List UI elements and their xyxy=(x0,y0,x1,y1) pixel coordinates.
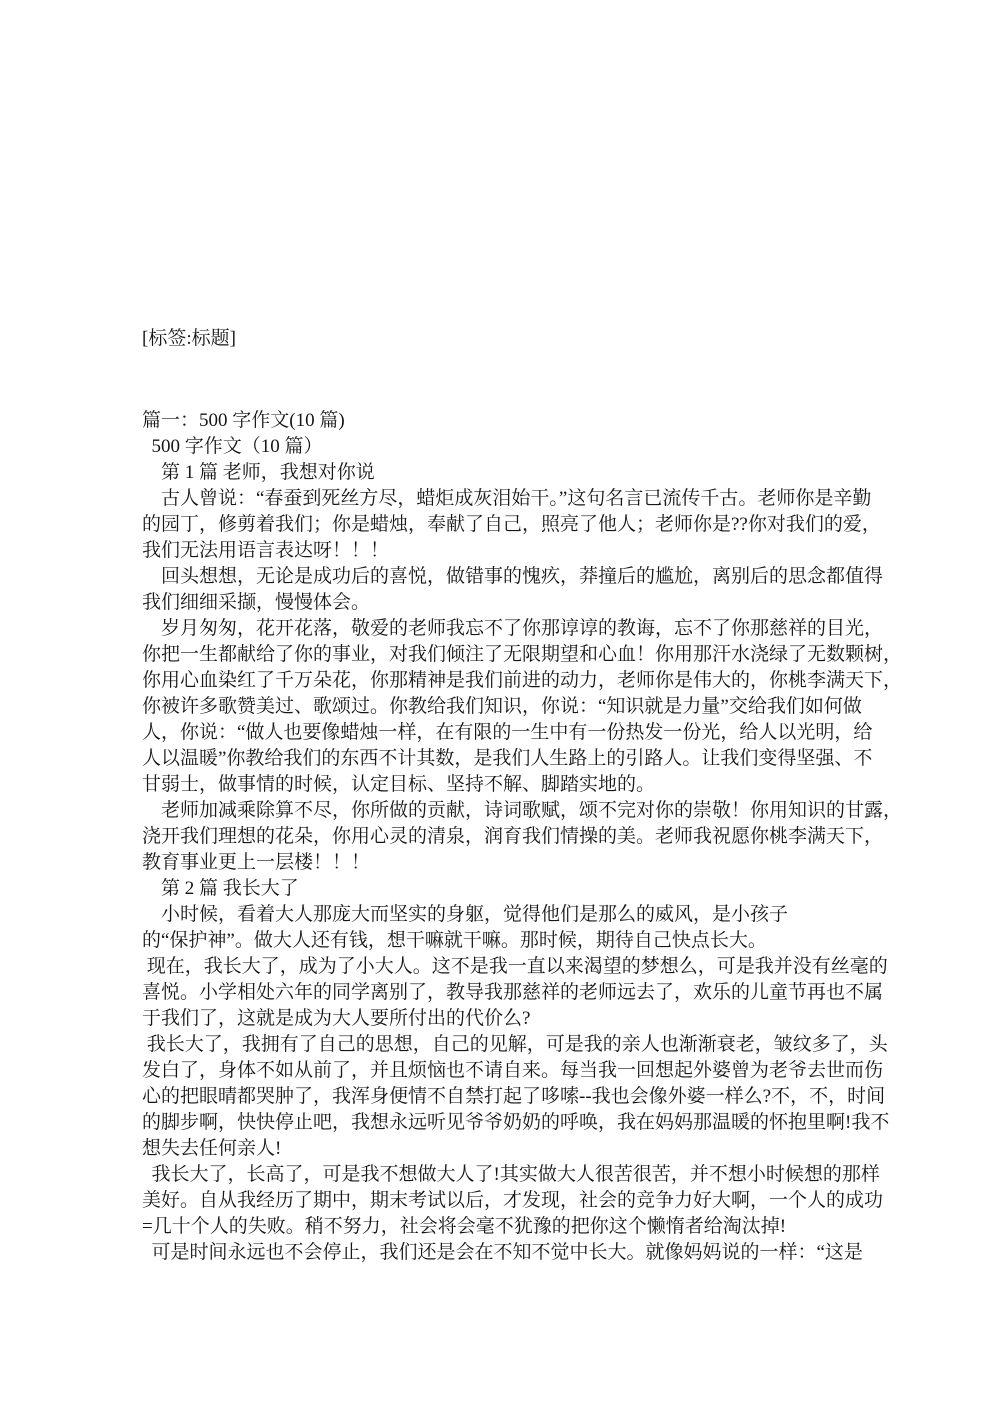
text-line: 你把一生都献给了你的事业，对我们倾注了无限期望和心血！你用那汗水浇绿了无数颗树， xyxy=(142,644,903,665)
text-line: 美好。自从我经历了期中，期末考试以后，才发现，社会的竞争力好大啊，一个人的成功 xyxy=(142,1190,884,1211)
text-line: 篇一：500 字作文(10 篇) xyxy=(142,410,345,431)
text-line: 500 字作文（10 篇） xyxy=(142,436,323,457)
text-line: 心的把眼晴都哭肿了，我浑身便情不自禁打起了哆嗦--我也会像外婆一样么?不，不，时间 xyxy=(142,1086,886,1107)
text-line: 古人曾说：“春蚕到死丝方尽，蜡炬成灰泪始干。”这句名言已流传千古。老师你是辛勤 xyxy=(142,488,872,509)
text-line: 你用心血染红了千万朵花，你那精神是我们前进的动力，老师你是伟大的，你桃李满天下， xyxy=(142,670,903,691)
blank-gap xyxy=(142,352,866,408)
text-line: 你被许多歌赞美过、歌颂过。你教给我们知识，你说：“知识就是力量”交给我们如何做 xyxy=(142,696,862,717)
text-line: 我们无法用语言表达呀！！！ xyxy=(142,540,390,561)
text-line: 现在，我长大了，成为了小大人。这不是我一直以来渴望的梦想么，可是我并没有丝毫的 xyxy=(142,956,888,977)
text-line: 的“保护神”。做大人还有钱，想干嘛就干嘛。那时候，期待自己快点长大。 xyxy=(142,930,767,951)
text-line: 小时候，看着大人那庞大而坚实的身躯，觉得他们是那么的威风，是小孩子 xyxy=(142,904,789,925)
text-line: 老师加减乘除算不尽，你所做的贡献，诗词歌赋，颂不完对你的崇敬！你用知识的甘露， xyxy=(142,800,903,821)
text-line: 岁月匆匆，花开花落，敬爱的老师我忘不了你那谆谆的教诲，忘不了你那慈祥的目光， xyxy=(142,618,884,639)
text-line: 人，你说：“做人也要像蜡烛一样，在有限的一生中有一份热发一份光，给人以光明，给 xyxy=(142,722,873,743)
text-line: 回头想想，无论是成功后的喜悦，做错事的愧疚，莽撞后的尴尬，离别后的思念都值得 xyxy=(142,566,884,587)
text-line: 于我们了，这就是成为大人要所付出的代价么? xyxy=(142,1008,531,1029)
text-line: 的园丁，修剪着我们；你是蜡烛，奉献了自己，照亮了他人；老师你是??你对我们的爱， xyxy=(142,514,881,535)
text-line: 我长大了，我拥有了自己的思想，自己的见解，可是我的亲人也渐渐衰老，皱纹多了，头 xyxy=(142,1034,888,1055)
text-line: =几十个人的失败。稍不努力，社会将会毫不犹豫的把你这个懒惰者给淘汰掉! xyxy=(142,1216,787,1237)
text-line: 的脚步啊，快快停止吧，我想永远听见爷爷奶奶的呼唤，我在妈妈那温暖的怀抱里啊!我不 xyxy=(142,1112,890,1133)
text-line: 第 2 篇 我长大了 xyxy=(142,878,299,899)
text-line: 可是时间永远也不会停止，我们还是会在不知不觉中长大。就像妈妈说的一样：“这是 xyxy=(142,1242,863,1263)
text-line: 第 1 篇 老师，我想对你说 xyxy=(142,462,375,483)
document-content xyxy=(142,326,903,1266)
text-line: 浇开我们理想的花朵，你用心灵的清泉，润育我们情操的美。老师我祝愿你桃李满天下， xyxy=(142,826,884,847)
text-line: 我长大了，长高了，可是我不想做大人了!其实做大人很苦很苦，并不想小时候想的那样 xyxy=(142,1164,880,1185)
text-line: 喜悦。小学相处六年的同学离别了，教导我那慈祥的老师远去了，欢乐的儿童节再也不属 xyxy=(142,982,884,1003)
text-line: 想失去任何亲人! xyxy=(142,1138,282,1159)
text-line: 发白了，身体不如从前了，并且烦恼也不请自来。每当我一回想起外婆曾为老爷去世而伤 xyxy=(142,1060,884,1081)
text-line: 教育事业更上一层楼！！！ xyxy=(142,852,371,873)
text-line: 人以温暖”你教给我们的东西不计其数，是我们人生路上的引路人。让我们变得坚强、不 xyxy=(142,748,873,769)
tag-title-line: [标签:标题] xyxy=(142,328,236,349)
text-line: 我们细细采撷，慢慢体会。 xyxy=(142,592,371,613)
text-line: 甘弱士，做事情的时候，认定目标、坚持不解、脚踏实地的。 xyxy=(142,774,656,795)
